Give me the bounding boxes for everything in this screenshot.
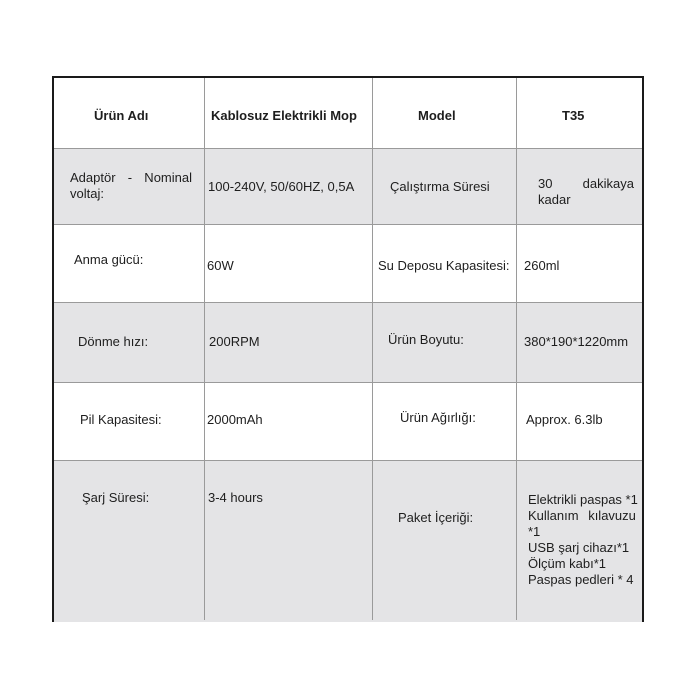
- product-weight-label: Ürün Ağırlığı:: [400, 410, 476, 425]
- rated-power-value: 60W: [207, 258, 234, 273]
- product-weight-value: Approx. 6.3lb: [526, 412, 603, 427]
- voltage-value: 100-240V, 50/60HZ, 0,5A: [208, 179, 355, 194]
- header-model-value: T35: [562, 108, 585, 123]
- row-divider-2: [54, 224, 642, 225]
- row-divider-3: [54, 302, 642, 303]
- product-size-label: Ürün Boyutu:: [388, 332, 464, 347]
- row-divider-5: [54, 460, 642, 461]
- package-item: *1: [528, 524, 541, 539]
- runtime-label: Çalıştırma Süresi: [390, 179, 490, 194]
- battery-capacity-value: 2000mAh: [207, 412, 263, 427]
- charge-time-value: 3-4 hours: [208, 490, 263, 505]
- rotation-speed-label: Dönme hızı:: [78, 334, 149, 349]
- package-item: USB şarj cihazı*1: [528, 540, 630, 555]
- package-contents-label: Paket İçeriği:: [398, 510, 474, 525]
- row-divider-1: [54, 148, 642, 149]
- product-size-value: 380*190*1220mm: [524, 334, 629, 349]
- package-item: Paspas pedleri * 4: [528, 572, 634, 587]
- charge-time-label: Şarj Süresi:: [82, 490, 150, 505]
- col-divider-3: [516, 78, 517, 620]
- rated-power-label: Anma gücü:: [74, 252, 144, 267]
- water-tank-label: Su Deposu Kapasitesi:: [378, 258, 510, 273]
- package-item: Elektrikli paspas *1: [528, 492, 638, 507]
- row-divider-4: [54, 382, 642, 383]
- runtime-value: 30 dakikaya kadar: [538, 176, 634, 207]
- header-product-name-label: Ürün Adı: [94, 108, 149, 123]
- package-item: Kullanım kılavuzu: [528, 508, 636, 523]
- package-item: Ölçüm kabı*1: [528, 556, 607, 571]
- water-tank-value: 260ml: [524, 258, 560, 273]
- voltage-label: Adaptör - Nominal voltaj:: [70, 170, 192, 201]
- col-divider-1: [204, 78, 205, 620]
- battery-capacity-label: Pil Kapasitesi:: [80, 412, 162, 427]
- col-divider-2: [372, 78, 373, 620]
- header-product-name-value: Kablosuz Elektrikli Mop: [211, 108, 357, 123]
- package-contents-list: [528, 492, 638, 588]
- rotation-speed-value: 200RPM: [209, 334, 260, 349]
- header-model-label: Model: [418, 108, 456, 123]
- spec-table: [52, 76, 644, 622]
